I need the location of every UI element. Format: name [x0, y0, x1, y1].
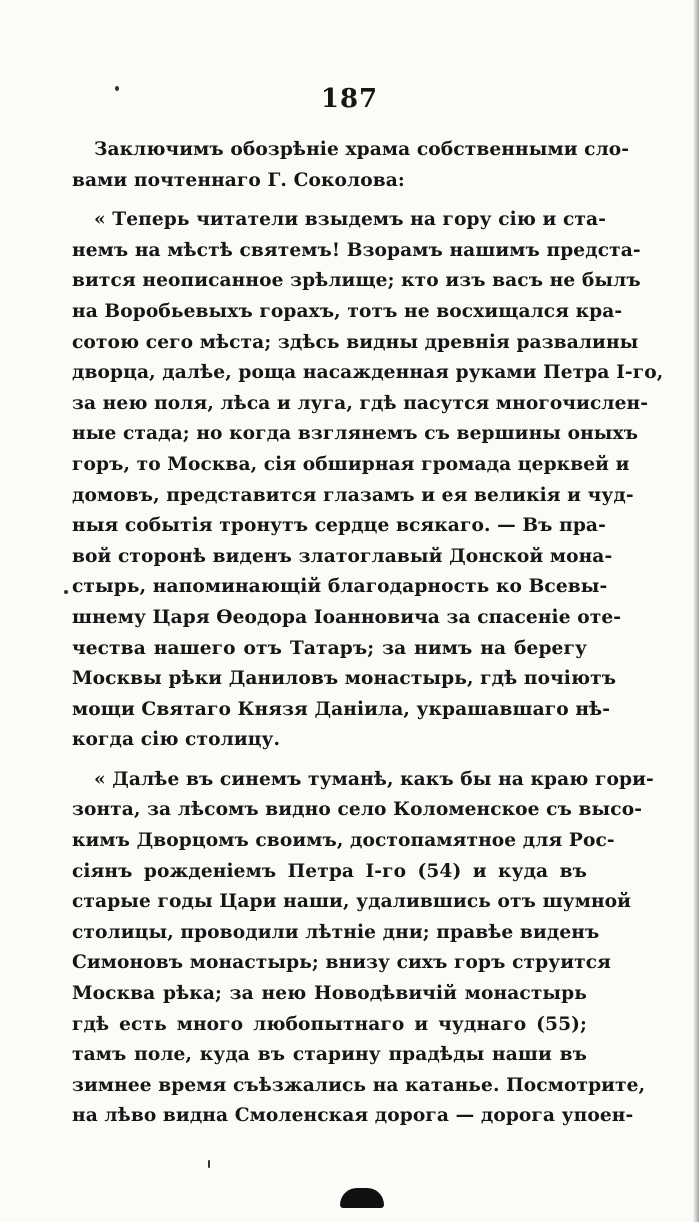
page-number: 187 [320, 84, 379, 114]
ink-speck [208, 1160, 210, 1168]
text-line: гдѣ есть много любопытнаго и чуднаго (55); [72, 1013, 587, 1035]
text-line: мощи Святаго Князя Даніила, украшавшаго нѣ- [72, 698, 611, 720]
text-line: « Теперь читатели взыдемъ на гору сію и ста- [94, 209, 607, 231]
text-line: тамъ поле, куда въ старину прадѣды наши въ [72, 1044, 587, 1066]
text-line: когда сію столицу. [72, 729, 281, 751]
text-line: столицы, проводили лѣтніе дни; правѣе виденъ [72, 921, 600, 943]
text-line: домовъ, представится глазамъ и ея великія и чуд- [72, 484, 634, 506]
body-text [72, 135, 664, 1132]
paragraph-intro [72, 135, 630, 196]
ink-speck [64, 590, 68, 594]
paragraph-quote-2 [72, 765, 654, 1132]
paragraph-quote-1 [72, 205, 664, 756]
text-line: ныя событія тронутъ сердце всякаго. — Въ пра- [72, 515, 606, 537]
text-line: горъ, то Москва, сія обширная громада церквей и [72, 453, 630, 475]
ink-speck [115, 86, 119, 91]
text-line: сотою сего мѣста; здѣсь видны древнія развалины [72, 331, 639, 353]
text-line: Москвы рѣки Даниловъ монастырь, гдѣ почіютъ [72, 668, 617, 690]
text-line: шнему Царя Ѳеодора Іоанновича за спасеніе оте- [72, 606, 622, 628]
text-line: стырь, напоминающій благодарность ко Всевы- [72, 576, 608, 598]
text-line: Москва рѣка; за нею Новодѣвичій монастырь [72, 983, 587, 1005]
text-line: Симоновъ монастырь; внизу сихъ горъ струится [72, 952, 612, 974]
text-line: зонта, за лѣсомъ видно село Коломенское съ высо- [72, 799, 643, 821]
text-line: Заключимъ обозрѣніе храма собственными сло- [94, 139, 630, 160]
text-line: вой сторонѣ виденъ златоглавый Донской мона- [72, 545, 613, 567]
text-line: старые годы Цари наши, удалившись отъ шумной [72, 891, 632, 913]
text-line: ные стада; но когда взглянемъ съ вершины оныхъ [72, 423, 639, 445]
text-line: на Воробьевыхъ горахъ, тотъ не восхищался кра- [72, 300, 623, 322]
text-line: немъ на мѣстѣ святемъ! Взорамъ нашимъ предста- [72, 239, 641, 261]
ink-blot-mark [340, 1188, 384, 1208]
text-line: за нею поля, лѣса и луга, гдѣ пасутся многочислен- [72, 392, 649, 414]
text-line: вами почтеннаго Г. Соколова: [72, 169, 405, 191]
text-line: « Далѣе въ синемъ туманѣ, какъ бы на краю гори- [94, 768, 654, 790]
text-line: на лѣво видна Смоленская дорога — дорога упоен- [72, 1105, 634, 1127]
text-line: чества нашего отъ Татаръ; за нимъ на берегу [72, 637, 587, 659]
text-line: вится неописанное зрѣлище; кто изъ васъ не былъ [72, 270, 641, 292]
text-line: дворца, далѣе, роща насажденная руками Петра I-го, [72, 362, 664, 384]
page-edge-shadow [693, 0, 699, 1222]
text-line: зимнее время съѣзжались на катанье. Посмотрите, [72, 1074, 646, 1096]
text-line: кимъ Дворцомъ своимъ, достопамятное для Рос- [72, 830, 615, 852]
text-line: сіянъ рожденіемъ Петра I-го (54) и куда въ [72, 860, 587, 882]
